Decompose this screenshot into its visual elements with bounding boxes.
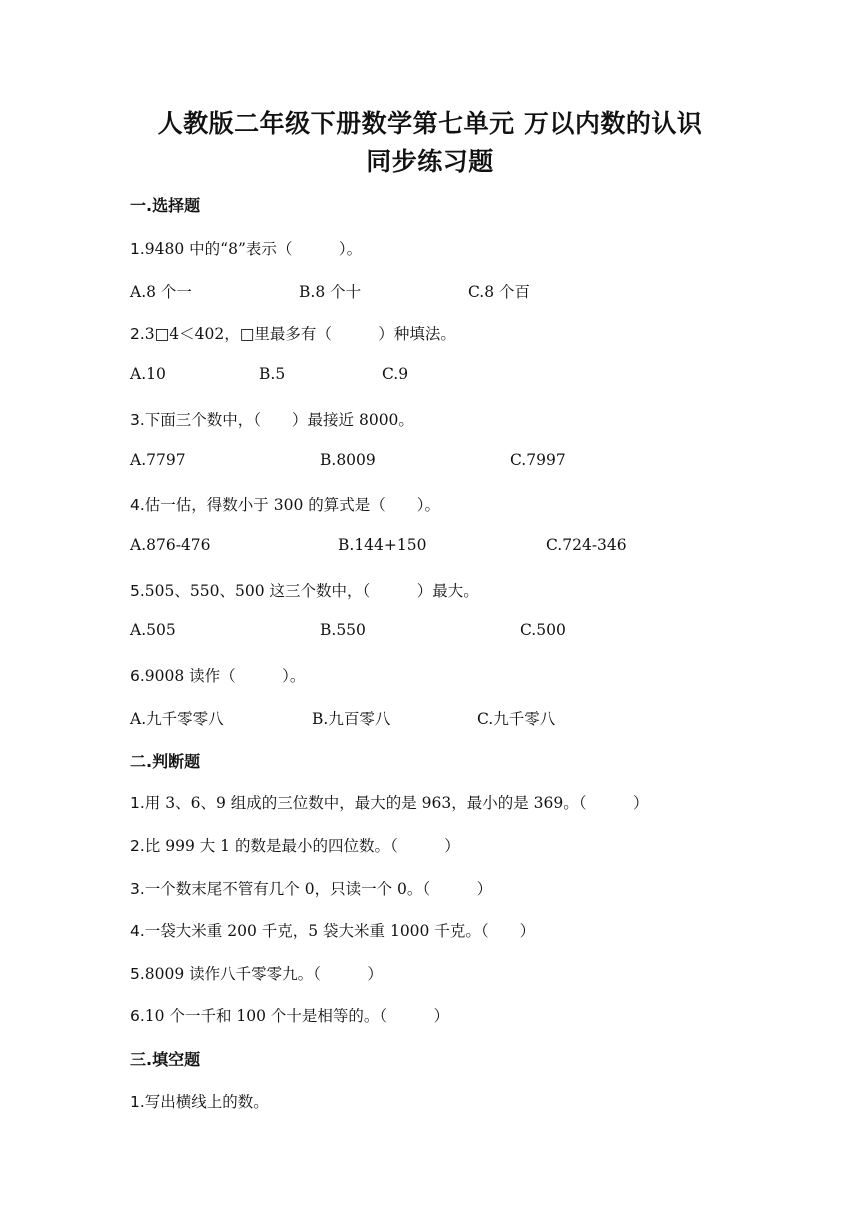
question-text <box>130 664 305 686</box>
question-number: 2. <box>130 325 145 343</box>
question-text <box>130 877 492 899</box>
question-number: 2. <box>130 837 145 855</box>
question-body: 写出横线上的数。 <box>144 1093 269 1111</box>
question-number: 6. <box>130 667 145 685</box>
option-b: B.九百零八 <box>312 710 391 728</box>
page-title-line-1: 人教版二年级下册数学第七单元 万以内数的认识 <box>157 109 703 138</box>
question-number: 3. <box>130 411 145 429</box>
option-a: A.876-476 <box>130 536 211 554</box>
question-text <box>130 579 479 601</box>
section-heading-fill: 三.填空题 <box>130 1050 201 1069</box>
question-number: 1. <box>130 1093 145 1111</box>
option-a: A.九千零零八 <box>130 710 224 728</box>
question-number: 6. <box>130 1007 145 1025</box>
question-number: 3. <box>130 880 145 898</box>
question-number: 4. <box>130 496 145 514</box>
section-heading-judge: 二.判断题 <box>130 752 201 771</box>
question-body: 3□4＜402，□里最多有（ ）种填法。 <box>144 325 456 343</box>
question-body: 比 999 大 1 的数是最小的四位数。（ ） <box>144 837 460 855</box>
question-number: 5. <box>130 582 145 600</box>
question-body: 10 个一千和 100 个十是相等的。（ ） <box>144 1007 450 1025</box>
question-number: 1. <box>130 240 145 258</box>
question-text <box>130 1090 269 1112</box>
option-a: A.8 个一 <box>130 283 192 301</box>
question-number: 1. <box>130 794 145 812</box>
question-body: 505、550、500 这三个数中，（ ）最大。 <box>144 582 479 600</box>
option-b: B.8 个十 <box>299 283 362 301</box>
question-number: 5. <box>130 965 145 983</box>
option-c: C.9 <box>382 365 409 383</box>
question-text <box>130 834 460 856</box>
option-c: C.九千零八 <box>477 710 556 728</box>
option-a: A.10 <box>130 365 166 383</box>
question-text <box>130 322 456 344</box>
option-a: A.505 <box>130 621 176 639</box>
question-body: 下面三个数中，（ ）最接近 8000。 <box>144 411 414 429</box>
option-a: A.7797 <box>130 451 186 469</box>
question-body: 一袋大米重 200 千克，5 袋大米重 1000 千克。（ ） <box>144 922 536 940</box>
question-text <box>130 919 535 941</box>
page-title-line-2: 同步练习题 <box>366 147 494 176</box>
question-text <box>130 237 362 259</box>
option-b: B.8009 <box>320 451 376 469</box>
question-text <box>130 408 414 430</box>
question-body: 用 3、6、9 组成的三位数中，最大的是 963，最小的是 369。（ ） <box>144 794 649 812</box>
question-text <box>130 1004 449 1026</box>
question-body: 9480 中的“8”表示（ ）。 <box>144 240 363 258</box>
question-body: 9008 读作（ ）。 <box>144 667 306 685</box>
question-text <box>130 962 383 984</box>
option-c: C.7997 <box>510 451 566 469</box>
option-b: B.5 <box>259 365 286 383</box>
question-body: 一个数末尾不管有几个 0，只读一个 0。（ ） <box>144 880 493 898</box>
question-body: 8009 读作八千零零九。（ ） <box>144 965 383 983</box>
question-number: 4. <box>130 922 145 940</box>
option-c: C.724-346 <box>546 536 627 554</box>
question-text <box>130 791 649 813</box>
option-c: C.500 <box>520 621 566 639</box>
question-body: 估一估，得数小于 300 的算式是（ ）。 <box>144 496 440 514</box>
option-b: B.144+150 <box>338 536 427 554</box>
option-c: C.8 个百 <box>468 283 531 301</box>
question-text <box>130 493 440 515</box>
option-b: B.550 <box>320 621 366 639</box>
section-heading-choice: 一.选择题 <box>130 196 201 215</box>
